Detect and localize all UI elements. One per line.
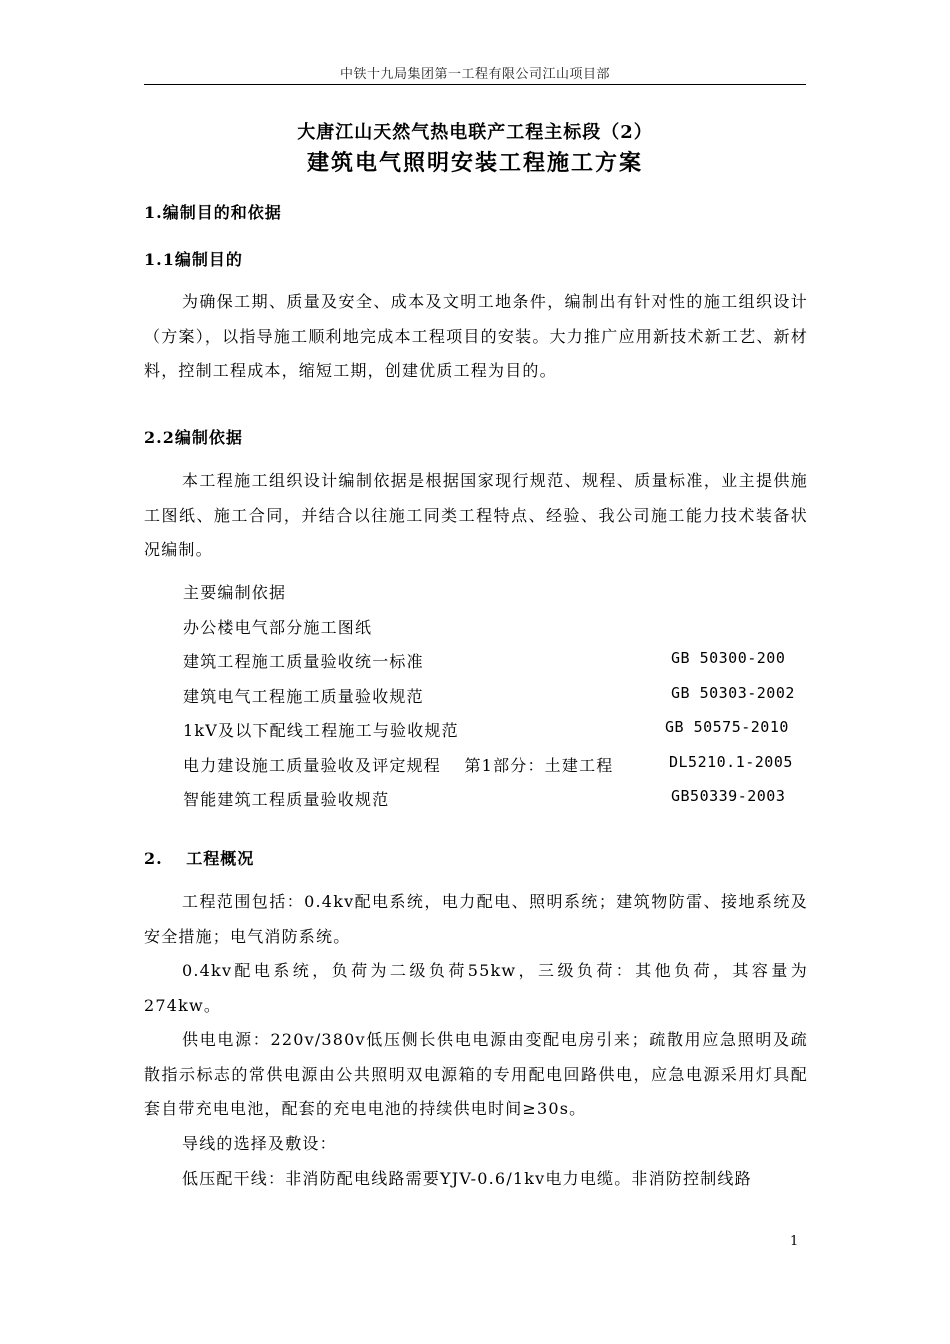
header-divider (144, 84, 806, 85)
paragraph-purpose: 为确保工期、质量及安全、成本及文明工地条件，编制出有针对性的施工组织设计（方案），以指导施工顺利地完成本工程项目的安装。大力推广应用新技术新工艺、新材料，控制工程成本，缩短工期，创建优质工程为目的。 (144, 292, 808, 380)
reference-row (183, 649, 803, 671)
reference-name: 智能建筑工程质量验收规范 (183, 790, 390, 809)
document-title-line1: 大唐江山天然气热电联产工程主标段（2） (297, 122, 653, 143)
reference-row (183, 753, 803, 775)
paragraph-basis: 本工程施工组织设计编制依据是根据国家现行规范、规程、质量标准，业主提供施工图纸、施工合同，并结合以往施工同类工程特点、经验、我公司施工能力技术装备状况编制。 (144, 471, 808, 559)
section-heading-1-1: 1.1编制目的 (144, 250, 243, 269)
basis-drawings: 办公楼电气部分施工图纸 (183, 618, 373, 637)
reference-name: 建筑工程施工质量验收统一标准 (183, 652, 424, 671)
basis-list-heading: 主要编制依据 (183, 583, 287, 602)
paragraph-wiring-heading: 导线的选择及敷设： (182, 1134, 337, 1153)
reference-code: GB 50303-2002 (671, 684, 795, 702)
reference-name: 1kV及以下配线工程施工与验收规范 (183, 721, 459, 740)
reference-row (183, 787, 803, 809)
reference-name: 建筑电气工程施工质量验收规范 (183, 687, 424, 706)
paragraph-load: 0.4kv配电系统，负荷为二级负荷55kw，三级负荷：其他负荷，其容量为274kw。 (144, 961, 808, 1015)
paragraph-power-supply: 供电电源：220v/380v低压侧长供电电源由变配电房引来；疏散用应急照明及疏散指示标志的常供电源由公共照明双电源箱的专用配电回路供电，应急电源采用灯具配套自带充电电池，配套的充电电池的持续供电时间≥30s。 (144, 1030, 808, 1118)
reference-row (183, 718, 803, 740)
reference-name: 电力建设施工质量验收及评定规程 第1部分：土建工程 (183, 756, 614, 775)
paragraph-trunk-lines: 低压配干线：非消防配电线路需要YJV-0.6/1kv电力电缆。非消防控制线路 (182, 1169, 752, 1188)
reference-code: GB 50300-200 (671, 649, 786, 667)
section-heading-1: 1.编制目的和依据 (144, 203, 282, 222)
reference-row (183, 684, 803, 706)
reference-code: DL5210.1-2005 (669, 753, 793, 771)
section-heading-2: 2. 工程概况 (144, 849, 255, 868)
reference-code: GB 50575-2010 (665, 718, 789, 736)
document-title-line2: 建筑电气照明安装工程施工方案 (306, 150, 643, 176)
reference-code: GB50339-2003 (671, 787, 786, 805)
section-heading-2-2: 2.2编制依据 (144, 428, 243, 447)
paragraph-scope: 工程范围包括：0.4kv配电系统，电力配电、照明系统；建筑物防雷、接地系统及安全措施；电气消防系统。 (144, 892, 808, 946)
page-header-org: 中铁十九局集团第一工程有限公司江山项目部 (339, 67, 610, 82)
page-number: 1 (790, 1234, 799, 1249)
